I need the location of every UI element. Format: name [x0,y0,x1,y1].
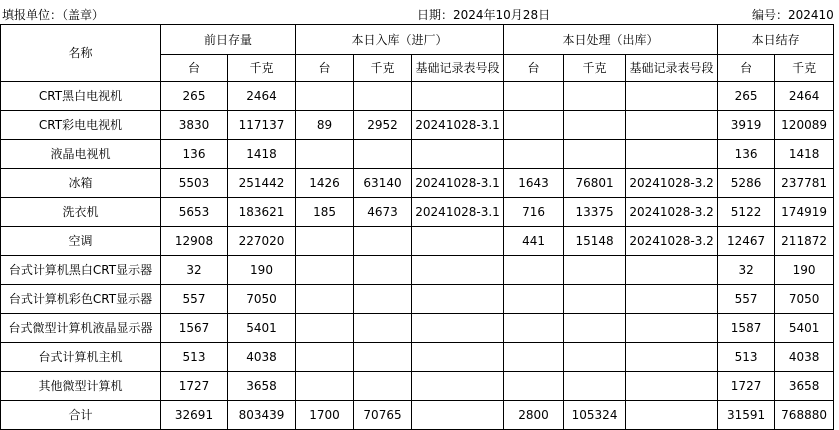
table-cell: 2464 [228,82,296,111]
table-cell: 1587 [718,314,775,343]
table-cell [626,372,718,401]
table-cell: 1567 [161,314,228,343]
table-cell [296,256,354,285]
table-cell [412,140,504,169]
table-cell: 1418 [775,140,834,169]
table-cell [354,314,412,343]
row-name-cell: CRT黑白电视机 [1,82,161,111]
table-cell: 32 [161,256,228,285]
table-cell [354,140,412,169]
table-cell: 513 [718,343,775,372]
table-cell: 5401 [775,314,834,343]
table-cell: 105324 [564,401,626,430]
table-cell [296,227,354,256]
table-cell: 3658 [228,372,296,401]
table-cell: 3658 [775,372,834,401]
table-cell: 1727 [718,372,775,401]
table-cell: 20241028-3.1 [412,111,504,140]
row-name-cell: 台式计算机主机 [1,343,161,372]
table-cell: 4673 [354,198,412,227]
table-cell: 265 [161,82,228,111]
subheader-record-range: 基础记录表号段 [412,55,504,82]
table-cell [504,285,564,314]
table-cell [626,111,718,140]
header-row-groups [1,25,834,55]
table-cell: 32 [718,256,775,285]
table-cell [296,372,354,401]
table-cell: 174919 [775,198,834,227]
table-cell [504,372,564,401]
table-row [1,227,834,256]
table-cell [564,111,626,140]
table-cell: 20241028-3.2 [626,198,718,227]
table-cell: 4038 [228,343,296,372]
table-cell [354,343,412,372]
table-row [1,111,834,140]
group-header-closing-stock: 本日结存 [718,25,834,55]
table-cell: 183621 [228,198,296,227]
table-cell: 63140 [354,169,412,198]
table-cell: 5286 [718,169,775,198]
table-cell: 136 [161,140,228,169]
table-cell [296,343,354,372]
row-name-cell: 台式计算机黑白CRT显示器 [1,256,161,285]
table-cell: 5503 [161,169,228,198]
report-header [0,0,839,24]
table-cell [412,401,504,430]
table-cell [564,343,626,372]
table-cell [354,82,412,111]
table-cell: 76801 [564,169,626,198]
table-cell [504,140,564,169]
table-cell: 70765 [354,401,412,430]
table-cell: 1426 [296,169,354,198]
table-row [1,285,834,314]
table-cell: 136 [718,140,775,169]
table-cell [504,343,564,372]
table-cell: 803439 [228,401,296,430]
table-cell [412,82,504,111]
table-cell: 13375 [564,198,626,227]
table-cell [296,314,354,343]
table-cell [412,372,504,401]
table-cell [504,82,564,111]
table-cell: 20241028-3.2 [626,227,718,256]
group-header-previous-stock: 前日存量 [161,25,296,55]
table-cell: 15148 [564,227,626,256]
table-cell [626,256,718,285]
table-cell [412,314,504,343]
table-row [1,314,834,343]
table-cell [354,256,412,285]
table-cell: 190 [228,256,296,285]
table-row [1,198,834,227]
table-cell: 2952 [354,111,412,140]
table-cell [564,256,626,285]
report-code-label: 编号：202410 [752,8,834,22]
table-cell: 227020 [228,227,296,256]
table-cell: 5401 [228,314,296,343]
row-name-cell: 冰箱 [1,169,161,198]
table-cell: 1418 [228,140,296,169]
table-cell: 7050 [775,285,834,314]
table-cell: 2464 [775,82,834,111]
row-name-cell: 台式微型计算机液晶显示器 [1,314,161,343]
table-cell [354,372,412,401]
table-cell [564,82,626,111]
table-cell [564,314,626,343]
subheader-units: 台 [161,55,228,82]
table-row [1,82,834,111]
subheader-record-range: 基础记录表号段 [626,55,718,82]
table-cell [412,285,504,314]
table-cell: 2800 [504,401,564,430]
table-cell: 3919 [718,111,775,140]
table-cell [412,343,504,372]
table-cell: 89 [296,111,354,140]
table-cell: 20241028-3.1 [412,169,504,198]
row-name-cell: 空调 [1,227,161,256]
group-header-inbound: 本日入库（进厂） [296,25,504,55]
table-cell [412,256,504,285]
table-cell [626,401,718,430]
table-cell: 1700 [296,401,354,430]
table-cell [626,314,718,343]
table-cell [564,285,626,314]
inventory-table [0,24,834,430]
table-cell: 265 [718,82,775,111]
table-row [1,401,834,430]
subheader-kg: 千克 [228,55,296,82]
table-cell: 4038 [775,343,834,372]
row-name-cell: CRT彩电电视机 [1,111,161,140]
table-row [1,372,834,401]
table-row [1,169,834,198]
subheader-units: 台 [504,55,564,82]
subheader-kg: 千克 [775,55,834,82]
table-cell: 120089 [775,111,834,140]
row-name-cell: 合计 [1,401,161,430]
row-name-cell: 洗衣机 [1,198,161,227]
table-cell [504,111,564,140]
table-cell: 31591 [718,401,775,430]
table-cell: 716 [504,198,564,227]
table-cell: 3830 [161,111,228,140]
table-row [1,343,834,372]
table-cell [564,372,626,401]
table-cell [564,140,626,169]
table-cell [504,314,564,343]
table-cell [504,256,564,285]
table-cell: 5653 [161,198,228,227]
table-cell: 1643 [504,169,564,198]
table-cell [626,140,718,169]
table-cell: 768880 [775,401,834,430]
table-cell [412,227,504,256]
table-cell: 190 [775,256,834,285]
table-cell: 557 [161,285,228,314]
table-cell: 441 [504,227,564,256]
table-cell: 251442 [228,169,296,198]
subheader-kg: 千克 [354,55,412,82]
group-header-outbound: 本日处理（出库） [504,25,718,55]
table-cell [354,285,412,314]
reporting-unit-label: 填报单位：（盖章） [2,8,105,22]
row-name-cell: 其他微型计算机 [1,372,161,401]
table-cell [354,227,412,256]
report-date-label: 日期：2024年10月28日 [417,8,551,22]
row-name-cell: 液晶电视机 [1,140,161,169]
table-cell: 117137 [228,111,296,140]
table-cell: 32691 [161,401,228,430]
table-cell: 12467 [718,227,775,256]
name-column-header: 名称 [1,25,161,82]
table-cell: 513 [161,343,228,372]
table-row [1,140,834,169]
table-cell [626,285,718,314]
table-cell [296,82,354,111]
table-cell: 20241028-3.1 [412,198,504,227]
table-cell [296,285,354,314]
table-cell: 557 [718,285,775,314]
table-cell: 1727 [161,372,228,401]
table-cell: 211872 [775,227,834,256]
subheader-units: 台 [718,55,775,82]
table-cell: 5122 [718,198,775,227]
table-cell [626,343,718,372]
table-cell: 20241028-3.2 [626,169,718,198]
subheader-kg: 千克 [564,55,626,82]
table-cell: 237781 [775,169,834,198]
table-cell: 12908 [161,227,228,256]
table-cell [296,140,354,169]
table-row [1,256,834,285]
table-cell: 7050 [228,285,296,314]
table-cell [626,82,718,111]
row-name-cell: 台式计算机彩色CRT显示器 [1,285,161,314]
subheader-units: 台 [296,55,354,82]
table-cell: 185 [296,198,354,227]
